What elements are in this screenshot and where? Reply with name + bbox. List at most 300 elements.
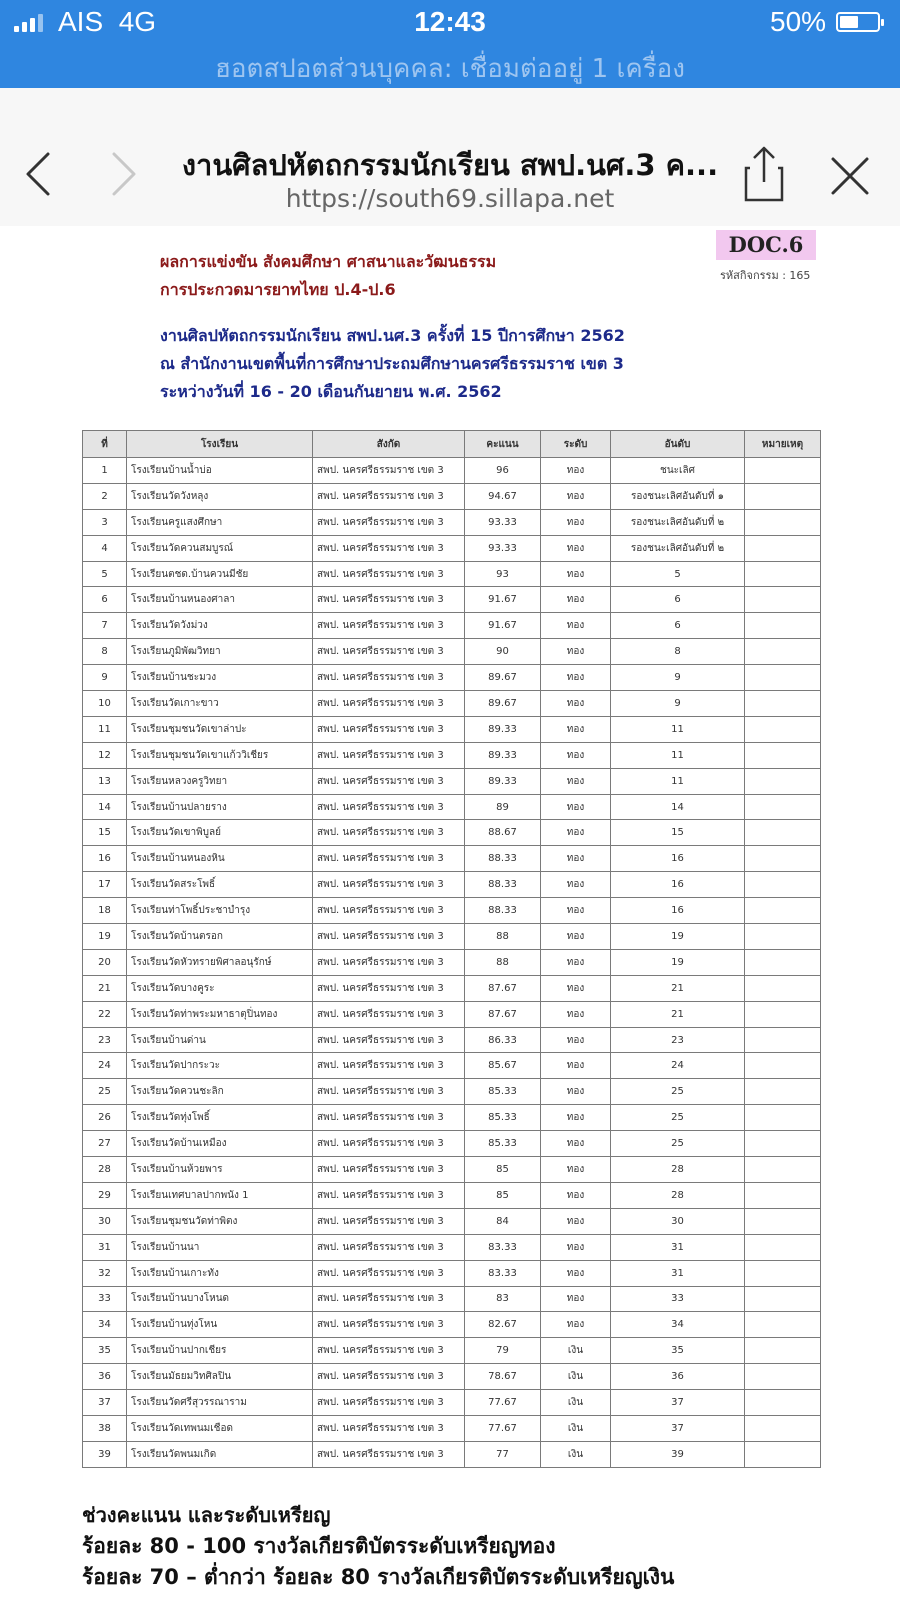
table-cell: ทอง <box>541 872 611 898</box>
table-cell: 25 <box>83 1079 127 1105</box>
table-cell: ทอง <box>541 613 611 639</box>
table-cell: 9 <box>83 665 127 691</box>
table-cell: 36 <box>83 1364 127 1390</box>
table-cell: โรงเรียนบ้านน้ำบ่อ <box>127 458 313 484</box>
table-cell: 85.67 <box>465 1053 541 1079</box>
table-cell <box>745 1157 821 1183</box>
table-cell: 1 <box>83 458 127 484</box>
table-cell: โรงเรียนภูมิพัฒวิทยา <box>127 639 313 665</box>
table-cell <box>745 794 821 820</box>
table-cell: 90 <box>465 639 541 665</box>
table-cell: โรงเรียนมัธยมวิทศิลปิน <box>127 1364 313 1390</box>
table-cell: 30 <box>611 1208 745 1234</box>
table-cell: 94.67 <box>465 483 541 509</box>
table-cell: สพป. นครศรีธรรมราช เขต 3 <box>313 1234 465 1260</box>
table-cell: 89.33 <box>465 768 541 794</box>
table-cell: รองชนะเลิศอันดับที่ ๑ <box>611 483 745 509</box>
table-cell: 16 <box>83 846 127 872</box>
table-cell: เงิน <box>541 1338 611 1364</box>
table-cell <box>745 742 821 768</box>
table-cell: รองชนะเลิศอันดับที่ ๒ <box>611 509 745 535</box>
table-cell: สพป. นครศรีธรรมราช เขต 3 <box>313 1027 465 1053</box>
table-cell: สพป. นครศรีธรรมราช เขต 3 <box>313 1390 465 1416</box>
table-cell: สพป. นครศรีธรรมราช เขต 3 <box>313 794 465 820</box>
table-cell: โรงเรียนวัดบ้านเหมือง <box>127 1131 313 1157</box>
table-cell: โรงเรียนหลวงครูวิทยา <box>127 768 313 794</box>
table-row <box>83 1157 821 1183</box>
table-cell: 5 <box>83 561 127 587</box>
table-cell: ทอง <box>541 639 611 665</box>
table-row <box>83 742 821 768</box>
results-table <box>82 430 821 1468</box>
table-cell <box>745 691 821 717</box>
table-cell: 31 <box>83 1234 127 1260</box>
table-cell: 37 <box>611 1390 745 1416</box>
table-cell: ทอง <box>541 742 611 768</box>
table-cell: สพป. นครศรีธรรมราช เขต 3 <box>313 483 465 509</box>
table-cell: 9 <box>611 691 745 717</box>
table-cell: 89.67 <box>465 665 541 691</box>
table-cell: 37 <box>83 1390 127 1416</box>
table-cell: 34 <box>611 1312 745 1338</box>
table-cell: โรงเรียนบ้านชะมวง <box>127 665 313 691</box>
table-cell: โรงเรียนวัดศรีสุวรรณาราม <box>127 1390 313 1416</box>
table-row <box>83 820 821 846</box>
status-bar <box>0 0 900 88</box>
table-cell <box>745 924 821 950</box>
table-cell: 93.33 <box>465 509 541 535</box>
table-cell: โรงเรียนวัดสระโพธิ์ <box>127 872 313 898</box>
table-cell: 78.67 <box>465 1364 541 1390</box>
table-cell: โรงเรียนเทศบาลปากพนัง 1 <box>127 1182 313 1208</box>
table-cell: โรงเรียนวัดเขาพิบูลย์ <box>127 820 313 846</box>
table-cell: ทอง <box>541 898 611 924</box>
table-cell: ทอง <box>541 949 611 975</box>
medal-legend <box>82 1500 674 1593</box>
table-cell: สพป. นครศรีธรรมราช เขต 3 <box>313 639 465 665</box>
battery-percent: 50% <box>770 6 827 37</box>
table-cell: 36 <box>611 1364 745 1390</box>
table-cell: ทอง <box>541 1312 611 1338</box>
table-cell: ทอง <box>541 1027 611 1053</box>
table-cell: โรงเรียนบ้านบางโหนด <box>127 1286 313 1312</box>
table-cell <box>745 846 821 872</box>
table-cell: 28 <box>611 1157 745 1183</box>
table-cell: สพป. นครศรีธรรมราช เขต 3 <box>313 1260 465 1286</box>
table-cell: โรงเรียนชุมชนวัดเขาล่าปะ <box>127 716 313 742</box>
table-cell: 23 <box>611 1027 745 1053</box>
table-header-row <box>83 431 821 458</box>
table-cell: สพป. นครศรีธรรมราช เขต 3 <box>313 768 465 794</box>
table-cell: 15 <box>83 820 127 846</box>
table-cell: 77.67 <box>465 1390 541 1416</box>
table-cell: ทอง <box>541 924 611 950</box>
table-cell <box>745 872 821 898</box>
table-cell: 89.33 <box>465 742 541 768</box>
table-cell <box>745 1027 821 1053</box>
table-cell: 85.33 <box>465 1131 541 1157</box>
table-cell <box>745 1338 821 1364</box>
table-cell: 33 <box>83 1286 127 1312</box>
table-cell: สพป. นครศรีธรรมราช เขต 3 <box>313 742 465 768</box>
share-icon[interactable] <box>742 144 786 204</box>
table-cell: โรงเรียนบ้านทุ่งโหน <box>127 1312 313 1338</box>
table-cell <box>745 483 821 509</box>
document-view[interactable] <box>0 226 900 1603</box>
table-cell: 88.33 <box>465 898 541 924</box>
table-cell <box>745 1182 821 1208</box>
table-cell <box>745 535 821 561</box>
table-cell: ทอง <box>541 1182 611 1208</box>
heading-contest: การประกวดมารยาทไทย ป.4-ป.6 <box>160 280 396 299</box>
table-cell <box>745 1208 821 1234</box>
activity-code: รหัสกิจกรรม : 165 <box>720 269 811 282</box>
page-url[interactable]: https://south69.sillapa.net <box>285 184 615 213</box>
table-cell: สพป. นครศรีธรรมราช เขต 3 <box>313 561 465 587</box>
table-cell: 88.67 <box>465 820 541 846</box>
table-cell: 21 <box>83 975 127 1001</box>
col-header: หมายเหตุ <box>745 431 821 458</box>
table-cell: 9 <box>611 665 745 691</box>
table-cell <box>745 639 821 665</box>
table-cell: โรงเรียนบ้านนา <box>127 1234 313 1260</box>
close-icon[interactable] <box>830 156 870 196</box>
table-cell: 24 <box>611 1053 745 1079</box>
table-cell: สพป. นครศรีธรรมราช เขต 3 <box>313 1208 465 1234</box>
forward-arrow-icon[interactable] <box>110 150 140 198</box>
table-cell <box>745 1312 821 1338</box>
table-cell: โรงเรียนวัดปากระวะ <box>127 1053 313 1079</box>
table-row <box>83 1415 821 1441</box>
table-row <box>83 1053 821 1079</box>
table-cell <box>745 1260 821 1286</box>
table-cell <box>745 768 821 794</box>
heading-event: งานศิลปหัตถกรรมนักเรียน สพป.นศ.3 ครั้งที่ 15 ปีการศึกษา 2562 <box>160 326 625 345</box>
table-cell <box>745 1286 821 1312</box>
table-cell: 83.33 <box>465 1260 541 1286</box>
table-row <box>83 691 821 717</box>
table-cell: 8 <box>611 639 745 665</box>
table-cell <box>745 1105 821 1131</box>
table-cell: โรงเรียนบ้านปากเชียร <box>127 1338 313 1364</box>
table-row <box>83 846 821 872</box>
table-cell: โรงเรียนวัดเกาะขาว <box>127 691 313 717</box>
table-cell: 11 <box>611 742 745 768</box>
table-cell: 28 <box>83 1157 127 1183</box>
table-cell: 27 <box>83 1131 127 1157</box>
table-cell: 89.33 <box>465 716 541 742</box>
heading-subject: ผลการแข่งขัน สังคมศึกษา ศาสนาและวัฒนธรรม <box>160 252 497 271</box>
table-cell: 85 <box>465 1157 541 1183</box>
table-cell: โรงเรียนบ้านด่าน <box>127 1027 313 1053</box>
table-cell: ทอง <box>541 509 611 535</box>
table-cell <box>745 1234 821 1260</box>
back-arrow-icon[interactable] <box>22 150 52 198</box>
table-cell: ทอง <box>541 1131 611 1157</box>
table-row <box>83 535 821 561</box>
table-cell: โรงเรียนวัดวังหลุง <box>127 483 313 509</box>
col-header: คะแนน <box>465 431 541 458</box>
table-cell: สพป. นครศรีธรรมราช เขต 3 <box>313 535 465 561</box>
heading-venue: ณ สำนักงานเขตพื้นที่การศึกษาประถมศึกษานครศรีธรรมราช เขต 3 <box>160 354 624 373</box>
table-row <box>83 794 821 820</box>
table-cell <box>745 1441 821 1467</box>
table-cell: ทอง <box>541 716 611 742</box>
table-cell: 28 <box>611 1182 745 1208</box>
table-cell: 38 <box>83 1415 127 1441</box>
table-cell: 10 <box>83 691 127 717</box>
table-cell: 19 <box>83 924 127 950</box>
table-row <box>83 1234 821 1260</box>
table-cell <box>745 1001 821 1027</box>
table-cell <box>745 949 821 975</box>
table-cell: 15 <box>611 820 745 846</box>
table-cell: 25 <box>611 1079 745 1105</box>
table-row <box>83 1312 821 1338</box>
table-row <box>83 768 821 794</box>
table-cell: 8 <box>83 639 127 665</box>
table-cell: โรงเรียนบ้านหนองหิน <box>127 846 313 872</box>
table-cell: 87.67 <box>465 1001 541 1027</box>
table-cell: 93.33 <box>465 535 541 561</box>
table-row <box>83 587 821 613</box>
table-cell <box>745 820 821 846</box>
table-row <box>83 872 821 898</box>
table-cell: โรงเรียนครูแสงศึกษา <box>127 509 313 535</box>
table-cell: 2 <box>83 483 127 509</box>
table-row <box>83 924 821 950</box>
table-cell: 33 <box>611 1286 745 1312</box>
table-cell <box>745 1131 821 1157</box>
table-cell: 14 <box>611 794 745 820</box>
table-cell: ทอง <box>541 587 611 613</box>
legend-title: ช่วงคะแนน และระดับเหรียญ <box>82 1503 331 1527</box>
table-cell: 83 <box>465 1286 541 1312</box>
table-cell: 17 <box>83 872 127 898</box>
table-cell: 88 <box>465 949 541 975</box>
table-cell: 16 <box>611 846 745 872</box>
table-cell: 77.67 <box>465 1415 541 1441</box>
table-cell: ทอง <box>541 1079 611 1105</box>
table-cell: 6 <box>611 613 745 639</box>
table-cell: เงิน <box>541 1441 611 1467</box>
table-cell: สพป. นครศรีธรรมราช เขต 3 <box>313 846 465 872</box>
heading-dates: ระหว่างวันที่ 16 - 20 เดือนกันยายน พ.ศ. 2562 <box>160 382 502 401</box>
table-row <box>83 1079 821 1105</box>
table-cell: 3 <box>83 509 127 535</box>
table-cell: 88 <box>465 924 541 950</box>
table-cell: 37 <box>611 1415 745 1441</box>
table-cell: ทอง <box>541 1001 611 1027</box>
table-cell: 87.67 <box>465 975 541 1001</box>
status-time: 12:43 <box>414 6 486 37</box>
table-cell <box>745 1415 821 1441</box>
doc-badge: DOC.6 <box>716 230 816 260</box>
table-cell <box>745 509 821 535</box>
table-cell: สพป. นครศรีธรรมราช เขต 3 <box>313 1105 465 1131</box>
table-row <box>83 509 821 535</box>
table-cell: ทอง <box>541 975 611 1001</box>
table-cell: ทอง <box>541 1157 611 1183</box>
table-row <box>83 949 821 975</box>
table-cell: 26 <box>83 1105 127 1131</box>
legend-silver: ร้อยละ 70 – ต่ำกว่า ร้อยละ 80 รางวัลเกียรติบัตรระดับเหรียญเงิน <box>82 1565 675 1589</box>
col-header: อันดับ <box>611 431 745 458</box>
table-cell: 31 <box>611 1234 745 1260</box>
table-cell: สพป. นครศรีธรรมราช เขต 3 <box>313 691 465 717</box>
hotspot-banner[interactable]: ฮอตสปอตส่วนบุคคล: เชื่อมต่ออยู่ 1 เครื่อง <box>215 54 685 84</box>
table-cell <box>745 1053 821 1079</box>
table-row <box>83 458 821 484</box>
table-cell <box>745 1364 821 1390</box>
table-cell: 88.33 <box>465 872 541 898</box>
col-header: สังกัด <box>313 431 465 458</box>
col-header: โรงเรียน <box>127 431 313 458</box>
table-cell: 93 <box>465 561 541 587</box>
table-cell: ทอง <box>541 665 611 691</box>
table-row <box>83 1338 821 1364</box>
table-row <box>83 639 821 665</box>
table-cell: โรงเรียนชุมชนวัดท่าพิตง <box>127 1208 313 1234</box>
table-cell: ทอง <box>541 1260 611 1286</box>
table-cell: 85 <box>465 1182 541 1208</box>
table-cell: 89 <box>465 794 541 820</box>
table-row <box>83 1027 821 1053</box>
table-cell: 19 <box>611 924 745 950</box>
table-cell: 25 <box>611 1131 745 1157</box>
table-cell: 6 <box>611 587 745 613</box>
table-cell: 89.67 <box>465 691 541 717</box>
table-cell: โรงเรียนวัดเทพนมเชือด <box>127 1415 313 1441</box>
table-cell: 88.33 <box>465 846 541 872</box>
table-cell: 85.33 <box>465 1105 541 1131</box>
table-row <box>83 613 821 639</box>
table-cell: 24 <box>83 1053 127 1079</box>
table-cell: 30 <box>83 1208 127 1234</box>
table-cell: โรงเรียนวัดหัวทรายพิศาลอนุรักษ์ <box>127 949 313 975</box>
table-cell: สพป. นครศรีธรรมราช เขต 3 <box>313 716 465 742</box>
table-cell: 31 <box>611 1260 745 1286</box>
table-cell: 25 <box>611 1105 745 1131</box>
table-cell: 16 <box>611 898 745 924</box>
competition-heading <box>160 248 496 304</box>
table-cell: 32 <box>83 1260 127 1286</box>
table-cell: 35 <box>83 1338 127 1364</box>
page-title: งานศิลปหัตถกรรมนักเรียน สพป.นศ.3 ค... <box>181 148 719 182</box>
event-heading <box>160 322 625 406</box>
table-cell: โรงเรียนวัดบางคูระ <box>127 975 313 1001</box>
legend-gold: ร้อยละ 80 - 100 รางวัลเกียรติบัตรระดับเหรียญทอง <box>82 1534 556 1558</box>
table-cell: 19 <box>611 949 745 975</box>
table-cell: สพป. นครศรีธรรมราช เขต 3 <box>313 1182 465 1208</box>
table-cell: ทอง <box>541 458 611 484</box>
table-cell: ทอง <box>541 768 611 794</box>
table-cell: เงิน <box>541 1364 611 1390</box>
table-cell: 83.33 <box>465 1234 541 1260</box>
table-cell: สพป. นครศรีธรรมราช เขต 3 <box>313 1415 465 1441</box>
table-row <box>83 483 821 509</box>
table-cell: 4 <box>83 535 127 561</box>
table-row <box>83 1441 821 1467</box>
table-cell: 79 <box>465 1338 541 1364</box>
table-cell: ชนะเลิศ <box>611 458 745 484</box>
table-cell: 91.67 <box>465 587 541 613</box>
table-cell: สพป. นครศรีธรรมราช เขต 3 <box>313 1001 465 1027</box>
table-cell: ทอง <box>541 820 611 846</box>
table-cell: สพป. นครศรีธรรมราช เขต 3 <box>313 1312 465 1338</box>
table-cell <box>745 613 821 639</box>
table-cell: สพป. นครศรีธรรมราช เขต 3 <box>313 1053 465 1079</box>
table-cell: 39 <box>83 1441 127 1467</box>
table-cell: โรงเรียนวัดบ้านตรอก <box>127 924 313 950</box>
network-type: 4G <box>118 6 157 37</box>
table-cell: เงิน <box>541 1390 611 1416</box>
table-cell: โรงเรียนชุมชนวัดเขาแก้ววิเชียร <box>127 742 313 768</box>
table-cell: 20 <box>83 949 127 975</box>
table-cell: 22 <box>83 1001 127 1027</box>
table-cell <box>745 587 821 613</box>
table-cell: สพป. นครศรีธรรมราช เขต 3 <box>313 458 465 484</box>
table-cell: สพป. นครศรีธรรมราช เขต 3 <box>313 665 465 691</box>
table-cell <box>745 665 821 691</box>
table-cell: สพป. นครศรีธรรมราช เขต 3 <box>313 509 465 535</box>
table-cell: โรงเรียนวัดวังม่วง <box>127 613 313 639</box>
table-cell: 21 <box>611 975 745 1001</box>
table-cell <box>745 716 821 742</box>
table-cell: โรงเรียนบ้านห้วยพาร <box>127 1157 313 1183</box>
table-cell: 91.67 <box>465 613 541 639</box>
table-cell: โรงเรียนตชด.บ้านควนมีชัย <box>127 561 313 587</box>
table-cell: 86.33 <box>465 1027 541 1053</box>
table-cell: สพป. นครศรีธรรมราช เขต 3 <box>313 1079 465 1105</box>
table-row <box>83 1001 821 1027</box>
table-cell: 6 <box>83 587 127 613</box>
table-cell: สพป. นครศรีธรรมราช เขต 3 <box>313 949 465 975</box>
table-cell <box>745 561 821 587</box>
table-row <box>83 716 821 742</box>
table-row <box>83 1208 821 1234</box>
table-cell: โรงเรียนวัดทุ่งโพธิ์ <box>127 1105 313 1131</box>
table-cell: สพป. นครศรีธรรมราช เขต 3 <box>313 872 465 898</box>
table-row <box>83 975 821 1001</box>
table-cell: ทอง <box>541 1053 611 1079</box>
table-row <box>83 1182 821 1208</box>
table-cell: สพป. นครศรีธรรมราช เขต 3 <box>313 1286 465 1312</box>
col-header: ระดับ <box>541 431 611 458</box>
table-cell: 7 <box>83 613 127 639</box>
table-cell: 23 <box>83 1027 127 1053</box>
table-cell: 35 <box>611 1338 745 1364</box>
table-cell: ทอง <box>541 1208 611 1234</box>
table-cell: โรงเรียนบ้านเกาะทัง <box>127 1260 313 1286</box>
table-cell: ทอง <box>541 691 611 717</box>
table-cell <box>745 1390 821 1416</box>
table-cell: 96 <box>465 458 541 484</box>
table-row <box>83 1390 821 1416</box>
table-cell: 29 <box>83 1182 127 1208</box>
table-cell: ทอง <box>541 561 611 587</box>
table-cell: สพป. นครศรีธรรมราช เขต 3 <box>313 898 465 924</box>
table-cell: ทอง <box>541 1234 611 1260</box>
table-cell: เงิน <box>541 1415 611 1441</box>
table-cell: สพป. นครศรีธรรมราช เขต 3 <box>313 1338 465 1364</box>
table-cell: 18 <box>83 898 127 924</box>
table-cell: 84 <box>465 1208 541 1234</box>
table-row <box>83 1105 821 1131</box>
table-cell: 13 <box>83 768 127 794</box>
table-cell: โรงเรียนท่าโพธิ์ประชาบำรุง <box>127 898 313 924</box>
table-cell: สพป. นครศรีธรรมราช เขต 3 <box>313 975 465 1001</box>
